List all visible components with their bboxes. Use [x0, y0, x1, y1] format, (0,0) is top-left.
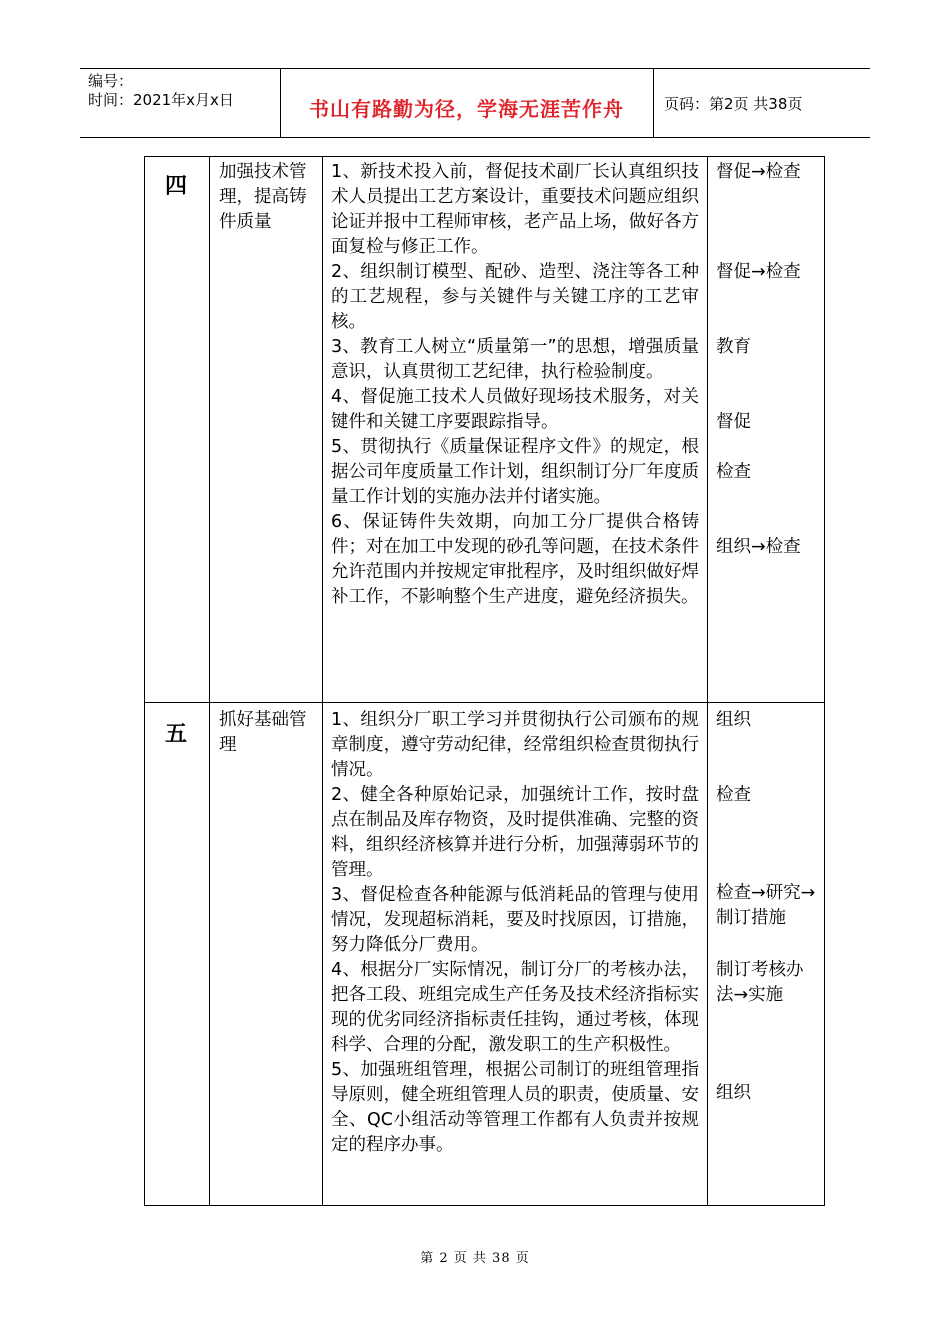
action-label: 制订考核办法→实施 [716, 960, 804, 1005]
table-border-bottom [144, 1205, 825, 1206]
table-column-divider [707, 156, 708, 1206]
section-items [331, 708, 699, 1158]
table-row-divider [144, 702, 825, 703]
header-motto: 书山有路勤为径，学海无涯苦作舟 [309, 97, 624, 121]
section-title: 抓好基础管理 [219, 710, 307, 755]
action-label: 教育 [716, 337, 751, 357]
section-number: 五 [165, 721, 188, 747]
work-plan-table [144, 156, 825, 1206]
list-item: 2、组织制订模型、配砂、造型、浇注等各工种的工艺规程，参与关键件与关键工序的工艺审核。 [331, 262, 699, 332]
list-item: 3、督促检查各种能源与低消耗品的管理与使用情况，发现超标消耗，要及时找原因，订措施，努力降低分厂费用。 [331, 885, 699, 955]
list-item: 1、组织分厂职工学习并贯彻执行公司颁布的规章制度，遵守劳动纪律，经常组织检查贯彻执行情况。 [331, 710, 699, 780]
action-label: 检查 [716, 785, 751, 805]
section-items [331, 160, 699, 610]
section-title: 加强技术管理，提高铸件质量 [219, 162, 307, 232]
header-motto-cell [280, 69, 654, 137]
action-label: 督促→检查 [716, 162, 801, 182]
table-border-left [144, 156, 145, 1206]
section-number: 四 [165, 173, 188, 199]
document-time-label: 时间：2021年x月x日 [88, 91, 234, 109]
list-item: 6、保证铸件失效期，向加工分厂提供合格铸件；对在加工中发现的砂孔等问题，在技术条件允许范围内并按规定审批程序，及时组织做好焊补工作，不影响整个生产进度，避免经济损失。 [331, 512, 699, 607]
list-item: 5、贯彻执行《质量保证程序文件》的规定，根据公司年度质量工作计划，组织制订分厂年度质量工作计划的实施办法并付诸实施。 [331, 437, 699, 507]
list-item: 4、督促施工技术人员做好现场技术服务，对关键件和关键工序要跟踪指导。 [331, 387, 699, 432]
header-meta-cell [80, 69, 281, 137]
action-label: 组织→检查 [716, 537, 801, 557]
page-footer: 第 2 页 共 38 页 [420, 1251, 530, 1266]
table-column-divider [209, 156, 210, 1206]
table-border-top [144, 156, 825, 157]
list-item: 3、教育工人树立“质量第一”的思想，增强质量意识，认真贯彻工艺纪律，执行检验制度。 [331, 337, 699, 382]
header-page-cell [654, 69, 870, 137]
list-item: 2、健全各种原始记录，加强统计工作，按时盘点在制品及库存物资，及时提供准确、完整的资料，组织经济核算并进行分析，加强薄弱环节的管理。 [331, 785, 699, 880]
table-column-divider [322, 156, 323, 1206]
action-label: 组织 [716, 710, 751, 730]
action-label: 检查 [716, 462, 751, 482]
list-item: 1、新技术投入前，督促技术副厂长认真组织技术人员提出工艺方案设计，重要技术问题应组织论证并报中工程师审核，老产品上场，做好各方面复检与修正工作。 [331, 162, 699, 257]
page-header [80, 68, 870, 138]
list-item: 5、加强班组管理，根据公司制订的班组管理指导原则，健全班组管理人员的职责，使质量、安全、QC小组活动等管理工作都有人负责并按规定的程序办事。 [331, 1060, 699, 1155]
action-label: 督促→检查 [716, 262, 801, 282]
action-label: 组织 [716, 1083, 751, 1103]
action-label: 督促 [716, 412, 751, 432]
header-page-number: 页码：第2页 共38页 [664, 95, 803, 113]
action-label: 检查→研究→制订措施 [716, 883, 816, 928]
document-number-label: 编号： [88, 72, 134, 90]
list-item: 4、根据分厂实际情况，制订分厂的考核办法，把各工段、班组完成生产任务及技术经济指标实现的优劣同经济指标责任挂钩，通过考核，体现科学、合理的分配，激发职工的生产积极性。 [331, 960, 699, 1055]
table-border-right [824, 156, 825, 1206]
